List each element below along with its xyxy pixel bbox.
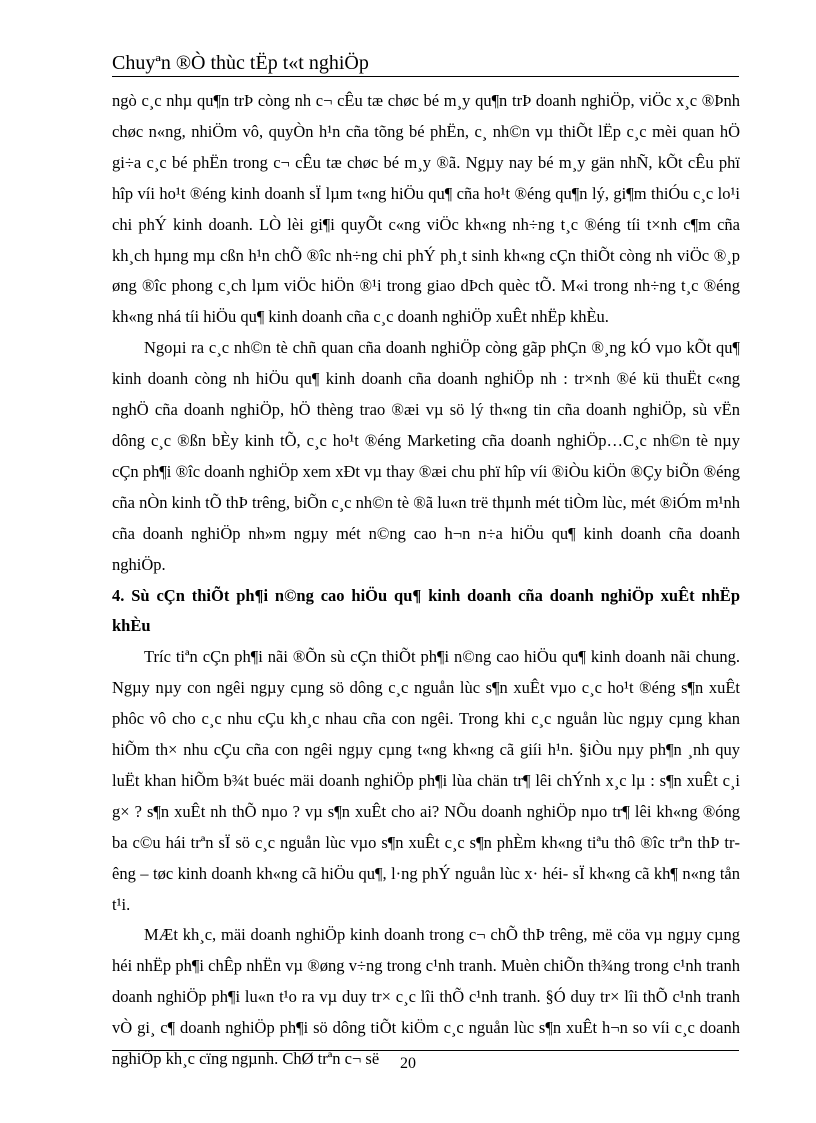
paragraph-competition: MÆt kh¸c, mäi doanh nghiÖp kinh doanh trong c¬ chÕ thÞ trêng, më cöa vµ ngµy cµng héi nhËp ph¶i chÊp nhËn vµ ®øng v÷ng trong c¹nh tranh. Muèn chiÕn th¾ng trong c¹nh tranh doanh nghiÖp ph¶i lu«n t¹o ra vµ duy tr× c¸c lîi thÕ c¹nh tranh. §Ó duy tr× lîi thÕ c¹nh tranh vÒ gi¸ c¶ doanh nghiÖp ph¶i sö dông tiÕt kiÖm c¸c nguån lùc s¶n xuÊt h¬n so víi c¸c doanh nghiÖp kh¸c cïng ngµnh. ChØ trªn c¬ së xyxy=(112,925,740,1069)
page-number: 20 xyxy=(400,1055,416,1072)
body-text xyxy=(112,86,740,1075)
footer-rule xyxy=(112,1050,739,1051)
running-header: Chuyªn ®Ò thùc tËp t«t nghiÖp xyxy=(112,52,369,74)
paragraph-continuation: ngò c¸c nhµ qu¶n trÞ còng nh c¬ cÊu tæ chøc bé m¸y qu¶n trÞ doanh nghiÖp, viÖc x¸c ®Þnh chøc n«ng, nhiÖm vô, quyÒn h¹n cña tõng bé phËn, c¸ nh©n vµ thiÕt lËp c¸c mèi quan hÖ gi÷a c¸c bé phËn trong c¬ cÊu tæ chøc bé m¸y ®ã. Ngµy nay bé m¸y gän nhÑ, kÕt cÊu phï hîp víi ho¹t ®éng kinh doanh sÏ lµm t«ng hiÖu qu¶ cña ho¹t ®éng qu¶n lý, gi¶m thiÓu c¸c lo¹i chi phÝ kinh doanh. LÒ lèi gi¶i quyÕt c«ng viÖc kh«ng nh÷ng t¸c ®éng tíi t×nh c¶m cña kh¸ch hµng mµ cßn h¹n chÕ ®îc nh÷ng chi phÝ ph¸t sinh kh«ng cÇn thiÕt còng nh viÖc ®¸p øng ®îc phong c¸ch lµm viÖc hiÖn ®¹i trong giao dÞch quèc tÕ. M«i trong nh÷ng t¸c ®éng kh«ng nhá tíi hiÖu qu¶ kinh doanh cña c¸c doanh nghiÖp xuÊt nhËp khÈu. xyxy=(112,91,740,327)
section-heading: 4. Sù cÇn thiÕt ph¶i n©ng cao hiÖu qu¶ kinh doanh cña doanh nghiÖp xuÊt nhËp khÈu xyxy=(112,585,740,636)
paragraph-internal-factors: Ngoµi ra c¸c nh©n tè chñ quan cña doanh nghiÖp còng gãp phÇn ®¸ng kÓ vµo kÕt qu¶ kinh doanh còng nh hiÖu qu¶ kinh doanh cña doanh nghiÖp nh : tr×nh ®é kü thuËt c«ng nghÖ cña doanh nghiÖp, hÖ thèng trao ®æi vµ sö lý th«ng tin cña doanh nghiÖp, sù vËn dông c¸c ®ßn bÈy kinh tÕ, c¸c ho¹t ®éng Marketing cña doanh nghiÖp…C¸c nh©n tè nµy cÇn ph¶i ®îc doanh nghiÖp xem xÐt vµ thay ®æi chu phï hîp víi ®iÒu kiÖn ®Çy biÕn ®éng cña nÒn kinh tÕ thÞ trêng, biÕn c¸c nh©n tè ®ã lu«n trë thµnh mét tiÒm lùc, mét ®iÓm m¹nh cña doanh nghiÖp nh»m ngµy mét n©ng cao h¬n n÷a hiÖu qu¶ kinh doanh cña doanh nghiÖp. xyxy=(112,338,740,574)
header-rule xyxy=(112,76,739,77)
paragraph-necessity: Tríc tiªn cÇn ph¶i nãi ®Õn sù cÇn thiÕt ph¶i n©ng cao hiÖu qu¶ kinh doanh nãi chung. Ngµy nµy con ngêi ngµy cµng sö dông c¸c nguån lùc s¶n xuÊt vµo c¸c ho¹t ®éng s¶n xuÊt phôc vô cho c¸c nhu cÇu kh¸c nhau cña con ngêi. Trong khi c¸c nguån lùc ngµy cµng khan hiÕm th× nhu cÇu cña con ngêi ngµy cµng t«ng kh«ng cã giíi h¹n. §iÒu nµy ph¶n ¸nh quy luËt khan hiÕm b¾t buéc mäi doanh nghiÖp ph¶i lùa chän tr¶ lêi chÝnh x¸c lµ : s¶n xuÊt c¸i g× ? s¶n xuÊt nh thÕ nµo ? vµ s¶n xuÊt cho ai? NÕu doanh nghiÖp nµo tr¶ lêi kh«ng ®óng ba c©u hái trªn sÏ sö c¸c nguån lùc vµo s¶n xuÊt c¸c s¶n phÈm kh«ng tiªu thô ®îc trªn thÞ trêng – tøc kinh doanh kh«ng cã hiÖu qu¶, l·ng phÝ nguån lùc x· héi- sÏ kh«ng cã kh¶ n«ng tån t¹i. xyxy=(112,647,740,914)
